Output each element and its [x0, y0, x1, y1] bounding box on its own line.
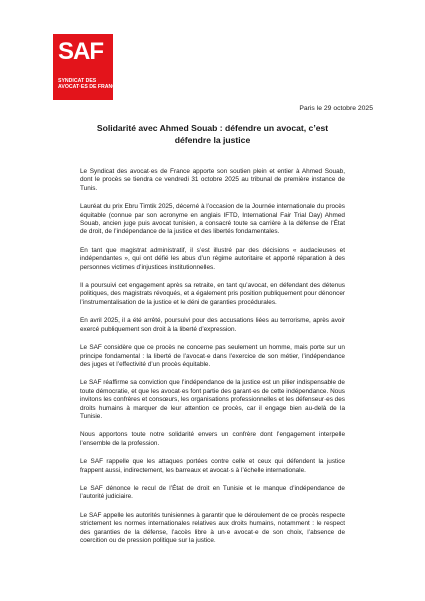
paragraph: Le SAF dénonce le recul de l’État de droit en Tunisie et le manque d’indépendance de l’autorité judiciaire.: [80, 484, 345, 501]
document-date: Paris le 29 octobre 2025: [299, 105, 373, 112]
logo-mark: SAF: [58, 38, 103, 65]
paragraph: Nous apportons toute notre solidarité envers un confrère dont l’engagement interpelle l’ensemble de la profession.: [80, 431, 345, 447]
paragraph: Le SAF considère que ce procès ne concerne pas seulement un homme, mais porte sur un principe fondamental : la liberté de l’avocat·e dans l’exercice de son métier, l’indépendance des juges et l’effectivité d’un procès équitable.: [80, 344, 345, 368]
paragraph: En avril 2025, il a été arrêté, poursuivi pour des accusations liées au terrorisme, après avoir exercé publiquement son droit à la liberté d’expression.: [80, 317, 345, 333]
saf-logo: [53, 34, 120, 100]
document-title: Solidarité avec Ahmed Souab : défendre un avocat, c’est défendre la justice: [96, 123, 329, 145]
paragraph: Le SAF rappelle que les attaques portées contre celle et ceux qui défendent la justice frappent aussi, indirectement, les barreaux et avocat·s à l’échelle internationale.: [80, 458, 345, 474]
logo-line-2: AVOCAT·ES DE FRANCE: [58, 84, 120, 90]
paragraph: En tant que magistrat administratif, il s’est illustré par des décisions « audacieuses et indépendantes », qui ont défié les abus d’un régime autoritaire et apporté réparation à des personnes victimes d’injustices institutionnelles.: [80, 246, 345, 271]
logo-line-1: SYNDICAT DES: [58, 78, 97, 84]
paragraph: Il a poursuivi cet engagement après sa retraite, en tant qu’avocat, en défendant des détenus politiques, des magistrats révoqués, et a également pris position publiquement pour dénoncer l’instrumentalisation de la justice et le déni de garanties procédurales.: [80, 282, 346, 306]
paragraph: Le SAF appelle les autorités tunisiennes à garantir que le déroulement de ce procès respecte strictement les normes internationales relatives aux droits humains, notamment : le respect des garanties de la défense, l’accès libre à un·e avocat·e de son choix, l’absence de coercition ou de pression politique sur la justice.: [80, 511, 345, 544]
paragraph: Lauréat du prix Ebru Timtik 2025, décerné à l’occasion de la Journée internationale du procès équitable (connue par son acronyme en anglais IFTD, International Fair Trial Day) Ahmed Souab, ancien juge puis avocat tunisien, a consacré toute sa carrière à la défense de l’État de droit, de l’indépendance de la justice et des libertés fondamentales.: [80, 203, 345, 236]
paragraph: Le SAF réaffirme sa conviction que l’indépendance de la justice est un pilier indispensable de toute démocratie, et que les avocat·es font partie des garant·es de cette indépendance. Nous invitons les confrères et consœurs, les organisations professionnelles et les défenseur·es des droits humains à marquer de leur attention ce procès, car il engage bien au-delà de la Tunisie.: [80, 379, 345, 420]
paragraph: Le Syndicat des avocat·es de France apporte son soutien plein et entier à Ahmed Souab, dont le procès se tiendra ce vendredi 31 octobre 2025 au tribunal de première instance de Tunis.: [80, 168, 345, 192]
document-body: [80, 168, 345, 555]
